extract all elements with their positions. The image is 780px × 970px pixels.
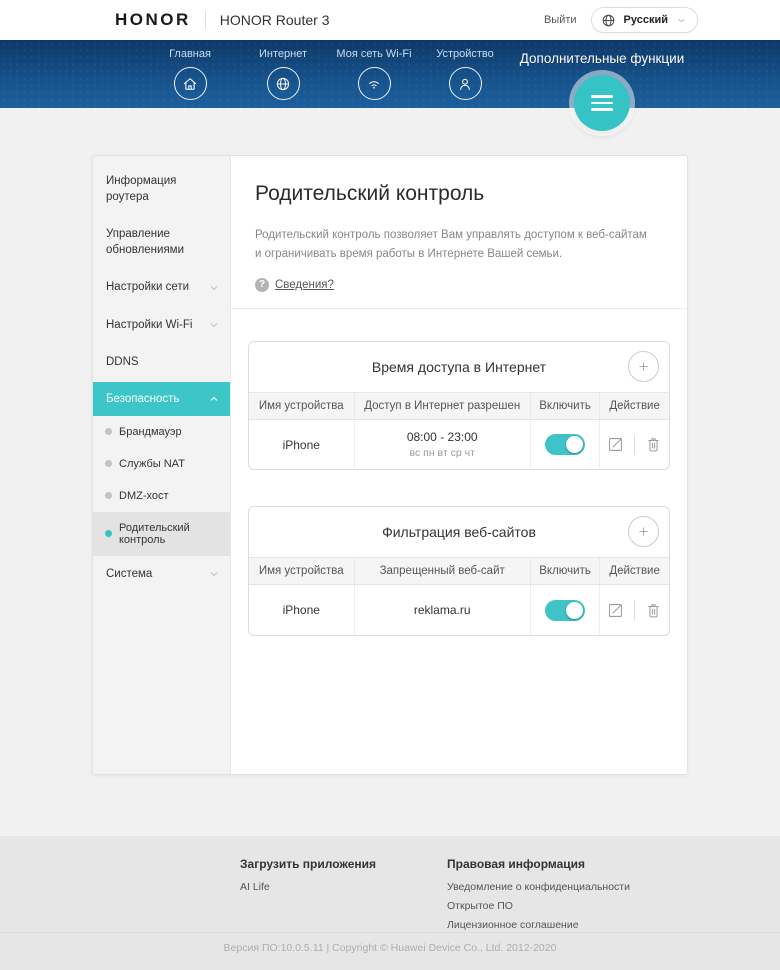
col-action: Действие (600, 558, 669, 585)
trash-icon (644, 601, 663, 620)
cards-container (231, 309, 687, 668)
language-selector[interactable] (591, 7, 698, 33)
action-cell (600, 585, 669, 635)
weekdays: вс пн вт ср чт (409, 447, 475, 460)
tab-home-label: Главная (169, 48, 211, 60)
open-source-link[interactable]: Открытое ПО (447, 900, 513, 912)
col-device-name: Имя устройства (249, 392, 354, 419)
legal-title: Правовая информация (447, 857, 586, 871)
page-title: Родительский контроль (255, 182, 485, 205)
tab-device-label: Устройство (436, 48, 494, 60)
apps-title: Загрузить приложения (240, 857, 377, 871)
device-name-cell: iPhone (249, 585, 354, 635)
access-time-cell (354, 419, 530, 469)
bullet-icon (105, 530, 112, 537)
card-title: Фильтрация веб-сайтов (382, 524, 536, 541)
bullet-icon (105, 428, 112, 435)
action-divider (634, 600, 635, 620)
action-divider (634, 435, 635, 455)
edit-icon (606, 601, 625, 620)
sidebar-item-router-info[interactable]: Информация роутера (106, 175, 177, 203)
col-device-name: Имя устройства (249, 558, 354, 585)
privacy-notice-link[interactable]: Уведомление о конфиденциальности (447, 881, 630, 893)
tab-wifi[interactable] (328, 48, 420, 100)
chevron-down-icon (208, 319, 220, 331)
blocked-site-cell: reklama.ru (354, 585, 530, 635)
action-cell (600, 419, 669, 469)
hamburger-icon (591, 95, 613, 98)
version-copyright: Версия ПО:10.0.5.11 | Copyright © Huawei Device Co., Ltd. 2012-2020 (0, 932, 780, 970)
tab-home[interactable] (144, 48, 236, 100)
device-name-cell: iPhone (249, 419, 354, 469)
plus-icon (636, 524, 651, 539)
enable-toggle[interactable] (545, 434, 585, 455)
sidebar-item-network-settings[interactable]: Настройки сети (93, 269, 230, 307)
website-filter-table (249, 557, 669, 635)
access-time-table (249, 392, 669, 470)
content-header (231, 156, 687, 308)
chevron-up-icon (208, 393, 220, 405)
chevron-down-icon (676, 15, 687, 26)
enable-toggle[interactable] (545, 600, 585, 621)
language-value: Русский (623, 14, 668, 26)
add-filter-button[interactable] (628, 516, 659, 547)
website-filter-card (248, 506, 670, 636)
delete-button[interactable] (644, 601, 663, 620)
license-agreement-link[interactable]: Лицензионное соглашение (447, 919, 579, 931)
tab-internet[interactable] (237, 48, 329, 100)
footer-columns (0, 836, 780, 938)
col-enable: Включить (530, 392, 599, 419)
logout-link[interactable]: Выйти (543, 14, 577, 26)
content-area (231, 156, 687, 774)
app-header (0, 0, 780, 40)
table-header-row (249, 392, 669, 419)
sidebar-item-nat-services[interactable]: Службы NAT (93, 448, 230, 480)
page-description: Родительский контроль позволяет Вам управлять доступом к веб-сайтам и ограничивать время работы в Интернете Вашей семьи. (255, 229, 647, 260)
card-title: Время доступа в Интернет (371, 358, 547, 375)
ai-life-link[interactable]: AI Life (240, 881, 270, 893)
add-rule-button[interactable] (628, 351, 659, 382)
bullet-icon (105, 492, 112, 499)
table-header-row (249, 558, 669, 585)
footer-apps-column (240, 857, 447, 938)
access-time-card (248, 341, 670, 471)
sidebar-section-security[interactable]: Безопасность (93, 382, 230, 416)
edit-button[interactable] (606, 601, 625, 620)
col-access-allowed: Доступ в Интернет разрешен (354, 392, 530, 419)
sidebar-item-firewall[interactable]: Брандмауэр (93, 416, 230, 448)
time-range: 08:00 - 23:00 (406, 430, 478, 445)
chevron-down-icon (208, 282, 220, 294)
enable-cell (530, 585, 599, 635)
wifi-icon (358, 67, 391, 100)
sidebar-item-update-management[interactable]: Управление обновлениями (106, 228, 185, 256)
trash-icon (644, 435, 663, 454)
home-icon (174, 67, 207, 100)
page-footer (0, 836, 780, 970)
bullet-icon (105, 460, 112, 467)
tab-wifi-label: Моя сеть Wi-Fi (336, 48, 412, 60)
sidebar (93, 156, 231, 774)
settings-panel (92, 155, 688, 775)
sidebar-item-ddns[interactable]: DDNS (106, 356, 139, 369)
tab-advanced-functions[interactable]: Дополнительные функции (519, 51, 685, 66)
tab-internet-label: Интернет (259, 48, 307, 60)
table-row (249, 419, 669, 469)
device-icon (449, 67, 482, 100)
header-right (544, 7, 698, 33)
language-globe-icon (601, 13, 616, 28)
edit-icon (606, 435, 625, 454)
delete-button[interactable] (644, 435, 663, 454)
help-icon: ? (255, 278, 269, 292)
details-row (255, 278, 663, 292)
sidebar-item-wifi-settings[interactable]: Настройки Wi-Fi (93, 307, 230, 345)
advanced-menu-button[interactable] (574, 75, 630, 131)
details-link[interactable]: Сведения? (275, 278, 334, 291)
access-time-card-header (249, 342, 669, 392)
honor-logo: HONOR (115, 10, 191, 29)
plus-icon (636, 359, 651, 374)
enable-cell (530, 419, 599, 469)
sidebar-item-parental-control[interactable]: Родительский контроль (93, 512, 230, 556)
globe-icon (267, 67, 300, 100)
logo-divider (205, 11, 206, 29)
main-navbar (0, 40, 780, 108)
footer-legal-column (447, 857, 630, 938)
website-filter-card-header (249, 507, 669, 557)
sidebar-item-system[interactable]: Система (93, 556, 230, 594)
col-action: Действие (600, 392, 669, 419)
col-blocked-website: Запрещенный веб-сайт (354, 558, 530, 585)
main-area (0, 108, 780, 836)
col-enable: Включить (530, 558, 599, 585)
product-name: HONOR Router 3 (219, 12, 330, 28)
table-row (249, 585, 669, 635)
chevron-down-icon (208, 568, 220, 580)
edit-button[interactable] (606, 435, 625, 454)
sidebar-item-dmz-host[interactable]: DMZ-хост (93, 480, 230, 512)
